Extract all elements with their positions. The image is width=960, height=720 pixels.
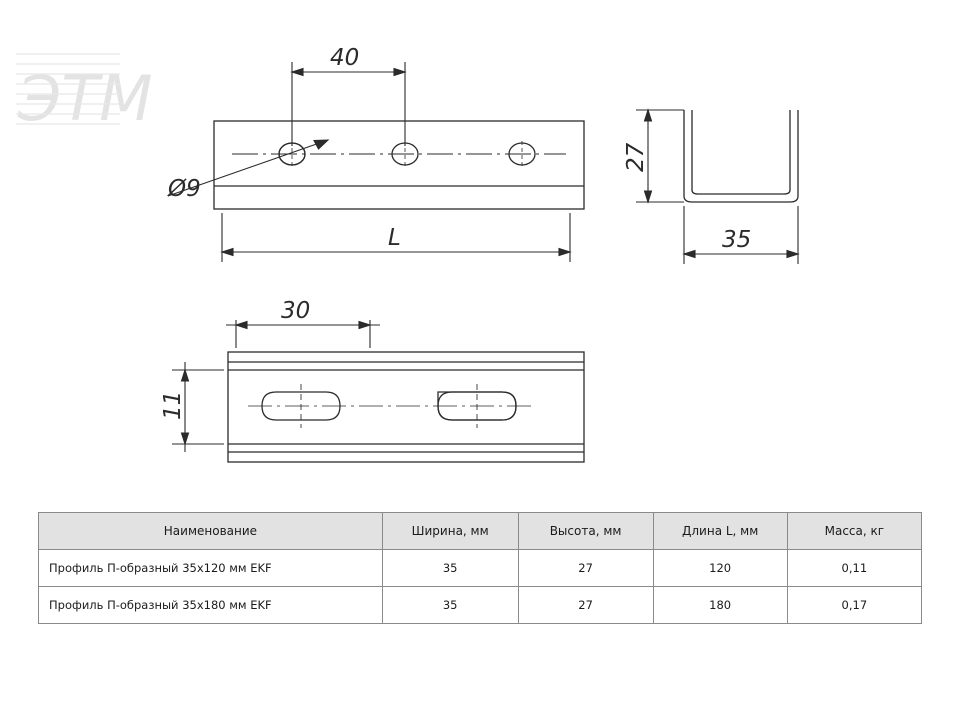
cell-width: 35 — [382, 587, 518, 624]
dimension-40-label: 40 — [330, 45, 360, 71]
column-header-mass: Масса, кг — [787, 513, 921, 550]
dimension-L-label: L — [388, 225, 401, 251]
column-header-height: Высота, мм — [518, 513, 653, 550]
dimension-30-label: 30 — [281, 298, 311, 324]
cell-name: Профиль П-образный 35х180 мм EKF — [39, 587, 383, 624]
cell-width: 35 — [382, 550, 518, 587]
column-header-width: Ширина, мм — [382, 513, 518, 550]
svg-text:ЭТМ: ЭТМ — [18, 62, 153, 135]
table-header-row — [39, 513, 922, 550]
column-header-name: Наименование — [39, 513, 383, 550]
dimension-40 — [292, 62, 405, 146]
cell-mass: 0,17 — [787, 587, 921, 624]
column-header-length: Длина L, мм — [653, 513, 787, 550]
specification-table — [38, 512, 922, 624]
cell-height: 27 — [518, 550, 653, 587]
dimension-diameter-label: Ø9 — [168, 176, 201, 202]
cell-name: Профиль П-образный 35х120 мм EKF — [39, 550, 383, 587]
dimension-27-label: 27 — [623, 142, 649, 172]
table-row — [39, 587, 922, 624]
dimension-35-label: 35 — [722, 227, 752, 253]
dimension-11-label: 11 — [160, 390, 186, 420]
cell-mass: 0,11 — [787, 550, 921, 587]
cell-height: 27 — [518, 587, 653, 624]
cell-length: 120 — [653, 550, 787, 587]
section-view — [684, 110, 798, 202]
top-view — [228, 352, 584, 462]
table-row — [39, 550, 922, 587]
front-view — [214, 121, 584, 209]
dimension-30 — [226, 320, 380, 348]
cell-length: 180 — [653, 587, 787, 624]
watermark-etm — [16, 54, 153, 135]
